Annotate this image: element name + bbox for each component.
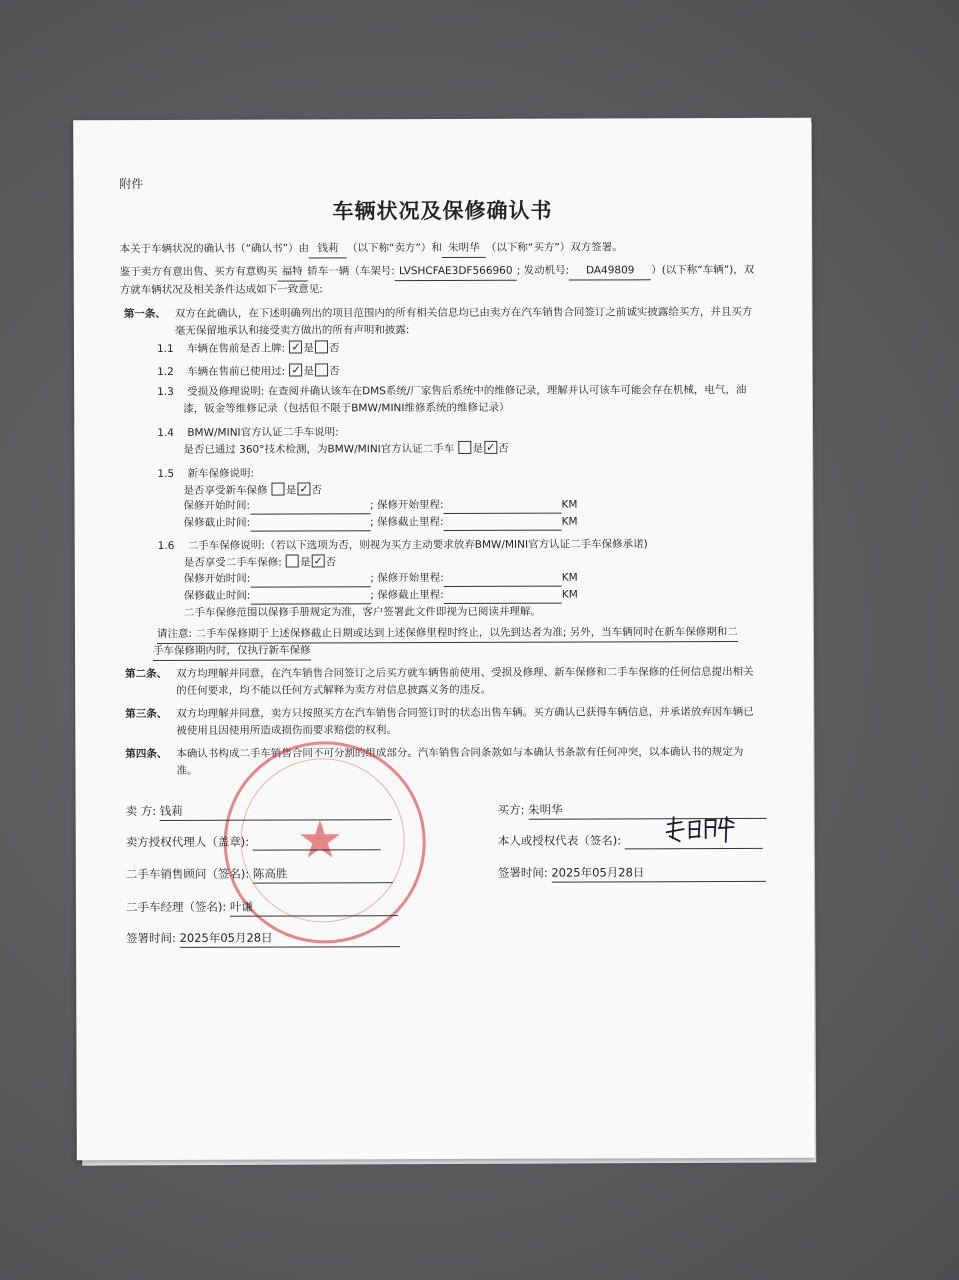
brand-field: 福特 (277, 263, 307, 281)
article-2-label: 第二条、 (125, 667, 168, 681)
article-2-text-1: 双方均理解并同意，在汽车销售合同签订之后买方就车辆售前使用、受损及修理、新车保修和二手车保修的任何信息提出相关 (176, 665, 754, 680)
buyer-handwritten-signature (664, 814, 736, 844)
item-1-4: 1.4 BMW/MINI官方认证二手车说明: (157, 426, 339, 439)
attachment-label: 附件 (119, 177, 144, 192)
seller-name-field: 钱莉 (309, 240, 347, 258)
used-warranty-yes-checkbox[interactable] (286, 555, 299, 568)
used-warranty-start-row: 保修开始时间: ; 保修开始里程: KM (184, 570, 578, 588)
seal-star-icon: ★ (296, 810, 344, 871)
engine-field: DA49809 (569, 262, 651, 280)
item-1-6: 1.6 二手车保修说明:（若以下选项为否，则视为买方主动要求放弃BMW/MINI官方认证二手车保修承诺) (157, 538, 648, 552)
notice-line-1: 请注意: 二手车保修期于上述保修截止日期或达到上述保修里程时终止，以先到达者为准; 另外，当车辆同时在新车保修期和二 (157, 624, 738, 644)
new-warranty-yes-checkbox[interactable] (272, 483, 285, 496)
plated-yes-checkbox[interactable] (289, 340, 302, 353)
seller-date-row: 签署时间: 2025年05月28日 (126, 929, 400, 948)
buyer-date-field[interactable]: 2025年05月28日 (551, 864, 765, 883)
intro-line-1: 本关于车辆状况的确认书（“确认书”）由 钱莉 （以下称“卖方”）和 朱明华 （以下称“买方”）双方签署。 (120, 239, 623, 259)
certified-no-checkbox[interactable] (484, 441, 497, 454)
new-warranty-end-km-field[interactable] (444, 516, 562, 531)
used-warranty-end-row: 保修截止时间: ; 保修截止里程: KM (184, 587, 578, 605)
article-4-text-1: 本确认书构成二手车销售合同不可分割的组成部分。汽车销售合同条款如与本确认书条款有任何冲突，以本确认书的规定为 (176, 745, 744, 760)
article-2-text-2: 的任何要求，均不能以任何方式解释为卖方对信息披露义务的违反。 (176, 683, 492, 697)
vin-field: LVSHCFAE3DF566960 (395, 263, 517, 281)
used-warranty-end-km-field[interactable] (444, 589, 562, 604)
used-warranty-start-km-field[interactable] (444, 572, 562, 587)
seller-sign-row: 卖 方: 钱莉 (126, 802, 392, 821)
article-3-text-1: 双方均理解并同意，卖方只按照买方在汽车销售合同签订时的状态出售车辆。买方确认已获得车辆信息，并承诺放弃因车辆已 (176, 705, 754, 720)
used-warranty-start-date-field[interactable] (250, 572, 370, 587)
used-warranty-no-checkbox[interactable] (312, 554, 325, 567)
notice-line-2: 手车保修期内时，仅执行新车保修 (153, 642, 311, 661)
item-1-4-question: 是否已通过 360°技术检测，为BMW/MINI官方认证二手车 是✓ 否 (183, 441, 508, 459)
agent-sign-field[interactable] (253, 835, 381, 850)
manager-sign-field[interactable]: 叶谦 (230, 898, 398, 917)
article-1-label: 第一条、 (123, 307, 166, 321)
item-1-6-question: 是否享受二手车保修: 是✓ 否 (184, 554, 336, 572)
certified-yes-checkbox[interactable] (459, 441, 472, 454)
new-warranty-start-row: 保修开始时间: ; 保修开始里程: KM (184, 497, 578, 515)
agent-sign-row: 卖方授权代理人（盖章): (126, 833, 381, 851)
intro-line-3: 方就车辆状况及相关条件达成如下一致意见: (119, 283, 323, 297)
advisor-sign-row: 二手车销售顾问（签名): 陈高胜 (126, 865, 393, 884)
manager-sign-row: 二手车经理（签名): 叶谦 (126, 898, 398, 917)
new-warranty-end-date-field[interactable] (250, 516, 370, 531)
buyer-sign-row: 买方: 朱明华 (498, 801, 767, 820)
seller-sign-field[interactable]: 钱莉 (160, 802, 392, 821)
item-1-5-question: 是否享受新车保修 是✓ 否 (183, 482, 321, 499)
item-1-5: 1.5 新车保修说明: (157, 467, 255, 480)
article-3-text-2: 被使用且因使用所造成损伤而要求赔偿的权利。 (176, 724, 397, 737)
plated-no-checkbox[interactable] (315, 340, 328, 353)
buyer-sign-field[interactable]: 朱明华 (528, 801, 766, 820)
page-title: 车辆状况及保修确认书 (332, 198, 553, 224)
article-4-text-2: 准。 (176, 764, 198, 777)
new-warranty-no-checkbox[interactable] (297, 482, 310, 495)
item-1-3: 1.3 受损及修理说明: 在查阅并确认该车在DMS系统/厂家售后系统中的维修记录，理解并认可该车可能会存在机械，电气，油 (157, 383, 747, 398)
new-warranty-start-km-field[interactable] (443, 499, 561, 514)
article-1-text-1: 双方在此确认，在下述明确列出的项目范围内的所有相关信息均已由卖方在汽车销售合同签订之前诚实披露给买方，并且买方 (174, 305, 753, 320)
item-1-1: 1.1 车辆在售前是否上牌: ✓ 是 否 (157, 340, 340, 358)
article-1-text-2: 毫无保留地承认和接受卖方做出的所有声明和披露: (174, 324, 410, 337)
item-1-2: 1.2 车辆在售前已使用过: ✓ 是 否 (157, 363, 340, 381)
used-warranty-end-date-field[interactable] (250, 589, 370, 604)
intro-line-2: 鉴于卖方有意出售、买方有意购买 福特 轿车一辆（车架号: LVSHCFAE3DF566960 ; 发动机号: DA49809 ）(以下称“车辆”)，双 (120, 262, 755, 282)
document-page (73, 118, 815, 1161)
new-warranty-end-row: 保修截止时间: ; 保修截止里程: KM (184, 514, 578, 532)
new-warranty-start-date-field[interactable] (250, 499, 370, 514)
used-warranty-note: 二手车保修范围以保修手册规定为准，客户签署此文件即视为已阅读并理解。 (183, 605, 541, 619)
used-yes-checkbox[interactable] (289, 363, 302, 376)
article-4-label: 第四条、 (125, 747, 168, 761)
buyer-name-field: 朱明华 (442, 240, 486, 258)
used-no-checkbox[interactable] (315, 363, 328, 376)
item-1-3-cont: 漆，钣金等维修记录（包括但不限于BMW/MINI维修系统的维修记录） (183, 401, 510, 415)
buyer-rep-row: 本人或授权代表（签名): (498, 832, 763, 850)
article-3-label: 第三条、 (125, 707, 168, 721)
seller-date-field[interactable]: 2025年05月28日 (180, 929, 400, 948)
buyer-date-row: 签署时间: 2025年05月28日 (498, 864, 766, 883)
advisor-sign-field[interactable]: 陈高胜 (253, 865, 393, 883)
